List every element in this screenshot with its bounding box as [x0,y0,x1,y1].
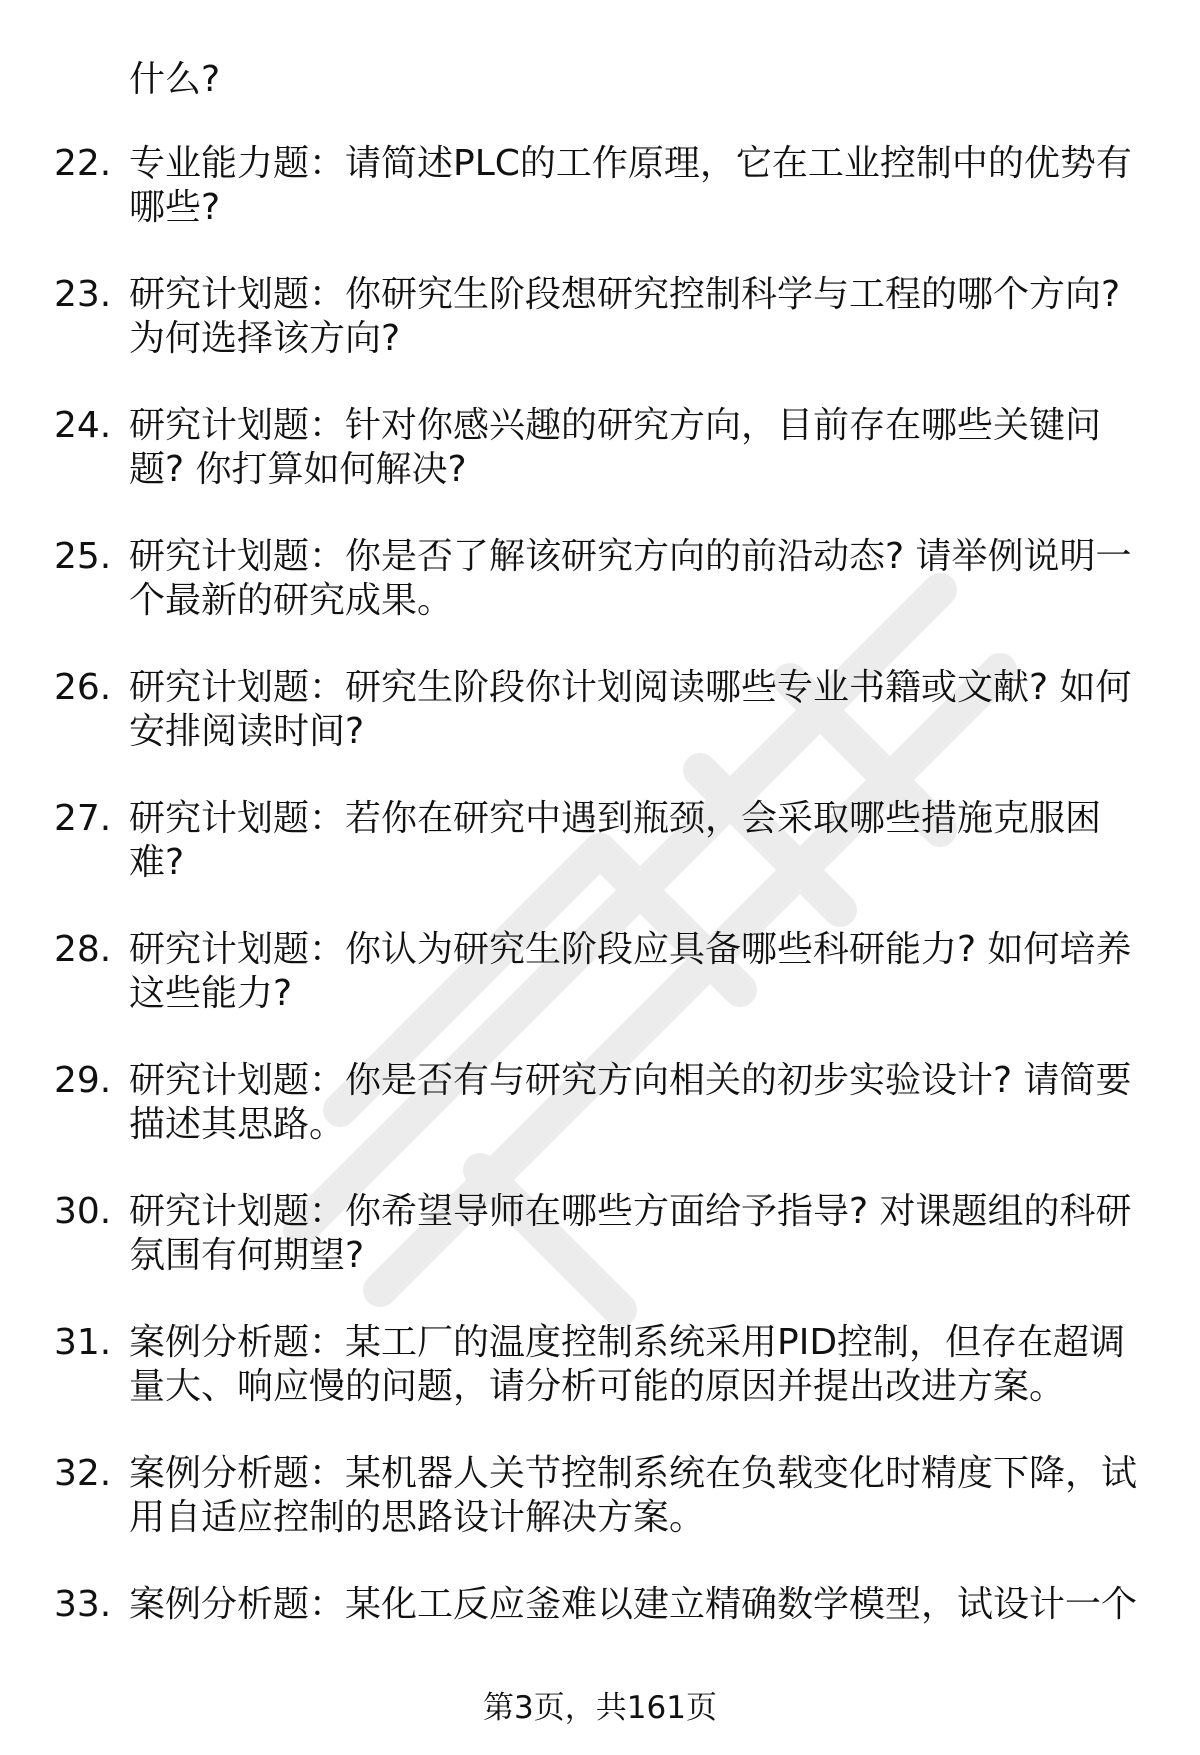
question-number: 31. [54,1322,112,1363]
question-item [0,535,1200,666]
question-number: 33. [54,1584,112,1625]
question-number: 29. [54,1060,112,1101]
question-number: 22. [54,143,112,184]
question-text: 研究计划题：你是否了解该研究方向的前沿动态? 请举例说明一 个最新的研究成果。 [129,536,1132,621]
question-text: 研究计划题：若你在研究中遇到瓶颈，会采取哪些措施克服困 难? [129,798,1102,883]
question-text: 案例分析题：某机器人关节控制系统在负载变化时精度下降，试 用自适应控制的思路设计解决方案。 [129,1453,1138,1538]
question-number: 28. [54,929,112,970]
question-number: 23. [54,274,112,315]
question-item [0,142,1200,273]
question-text: 专业能力题：请简述PLC的工作原理，它在工业控制中的优势有 哪些? [129,143,1132,228]
page-footer: 第3页，共161页 [483,1690,717,1726]
question-text: 研究计划题：你认为研究生阶段应具备哪些科研能力? 如何培养 这些能力? [129,929,1132,1014]
question-item [0,797,1200,928]
question-text: 研究计划题：针对你感兴趣的研究方向，目前存在哪些关键问 题? 你打算如何解决? [129,405,1102,490]
question-item [0,1059,1200,1190]
question-item [0,666,1200,797]
question-list [0,142,1200,1714]
question-number: 24. [54,405,112,446]
question-text: 研究计划题：你希望导师在哪些方面给予指导? 对课题组的科研 氛围有何期望? [129,1191,1132,1276]
question-item [0,273,1200,404]
question-number: 26. [54,667,112,708]
question-item [0,928,1200,1059]
question-item [0,1321,1200,1452]
question-item [0,1452,1200,1583]
question-number: 30. [54,1191,112,1232]
question-text: 案例分析题：某化工反应釜难以建立精确数学模型，试设计一个 [129,1584,1138,1625]
question-item [0,1190,1200,1321]
question-number: 27. [54,798,112,839]
question-text: 研究计划题：你研究生阶段想研究控制科学与工程的哪个方向? 为何选择该方向? [129,274,1121,359]
continuation-text: 什么? [129,59,221,100]
question-text: 研究计划题：你是否有与研究方向相关的初步实验设计? 请简要 描述其思路。 [129,1060,1132,1145]
question-item [0,404,1200,535]
question-number: 25. [54,536,112,577]
question-text: 案例分析题：某工厂的温度控制系统采用PID控制，但存在超调 量大、响应慢的问题，请分析可能的原因并提出改进方案。 [129,1322,1126,1407]
question-number: 32. [54,1453,112,1494]
question-text: 研究计划题：研究生阶段你计划阅读哪些专业书籍或文献? 如何 安排阅读时间? [129,667,1132,752]
